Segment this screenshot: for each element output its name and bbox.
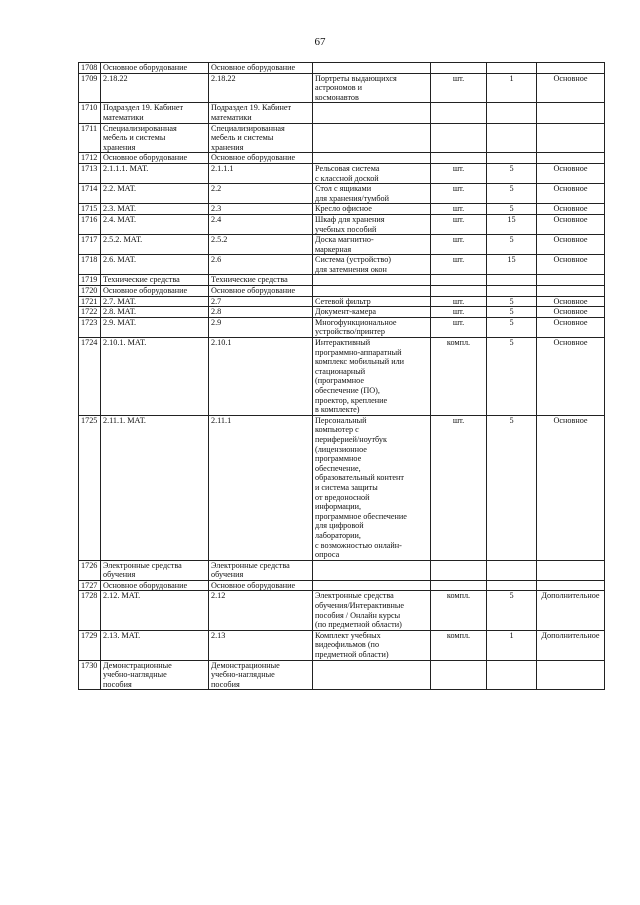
section-code-cell: 2.4. МАТ. [101, 214, 209, 234]
row-number-cell: 1723 [79, 317, 101, 337]
item-code-cell: 2.4 [209, 214, 313, 234]
item-code-cell: 2.8 [209, 307, 313, 318]
table-row [79, 338, 605, 416]
item-code-cell: 2.11.1 [209, 415, 313, 560]
section-code-cell: 2.12. МАТ. [101, 591, 209, 630]
unit-cell: компл. [431, 630, 487, 660]
unit-cell: шт. [431, 296, 487, 307]
section-code-cell: 2.5.2. МАТ. [101, 235, 209, 255]
item-name-cell [313, 103, 431, 123]
quantity-cell: 5 [487, 338, 537, 416]
equipment-type-cell [537, 63, 605, 74]
item-name-cell: Портреты выдающихся астрономов и космонавтов [313, 73, 431, 103]
table-row [79, 163, 605, 183]
table-row [79, 415, 605, 560]
item-code-cell: 2.2 [209, 184, 313, 204]
unit-cell: шт. [431, 317, 487, 337]
row-number-cell: 1728 [79, 591, 101, 630]
equipment-type-cell: Основное [537, 338, 605, 416]
row-number-cell: 1718 [79, 255, 101, 275]
unit-cell: шт. [431, 214, 487, 234]
table-row [79, 560, 605, 580]
item-code-cell: 2.5.2 [209, 235, 313, 255]
equipment-type-cell: Основное [537, 184, 605, 204]
equipment-table [78, 62, 605, 690]
table-row [79, 286, 605, 297]
section-code-cell: 2.11.1. МАТ. [101, 415, 209, 560]
unit-cell [431, 63, 487, 74]
quantity-cell: 1 [487, 73, 537, 103]
equipment-type-cell: Основное [537, 73, 605, 103]
section-code-cell: 2.18.22 [101, 73, 209, 103]
item-code-cell: 2.12 [209, 591, 313, 630]
table-row [79, 317, 605, 337]
row-number-cell: 1720 [79, 286, 101, 297]
equipment-type-cell [537, 286, 605, 297]
table-row [79, 153, 605, 164]
equipment-type-cell [537, 123, 605, 153]
table-row [79, 184, 605, 204]
quantity-cell: 5 [487, 184, 537, 204]
equipment-type-cell [537, 103, 605, 123]
section-code-cell: Основное оборудование [101, 63, 209, 74]
table-row [79, 63, 605, 74]
item-name-cell [313, 286, 431, 297]
section-code-cell: Основное оборудование [101, 286, 209, 297]
item-name-cell: Рельсовая система с классной доской [313, 163, 431, 183]
item-code-cell: 2.7 [209, 296, 313, 307]
item-code-cell: Специализированная мебель и системы хранения [209, 123, 313, 153]
row-number-cell: 1712 [79, 153, 101, 164]
quantity-cell [487, 286, 537, 297]
table-body [79, 63, 605, 690]
item-code-cell: Основное оборудование [209, 580, 313, 591]
quantity-cell: 1 [487, 630, 537, 660]
item-code-cell: Подраздел 19. Кабинет математики [209, 103, 313, 123]
item-name-cell: Многофункциональное устройство/принтер [313, 317, 431, 337]
equipment-type-cell: Основное [537, 415, 605, 560]
item-name-cell: Интерактивный программно-аппаратный комплекс мобильный или стационарный (программное обеспечение (ПО), проектор, крепление в комплекте) [313, 338, 431, 416]
equipment-type-cell [537, 275, 605, 286]
equipment-type-cell: Дополнительное [537, 630, 605, 660]
quantity-cell: 5 [487, 163, 537, 183]
row-number-cell: 1709 [79, 73, 101, 103]
row-number-cell: 1725 [79, 415, 101, 560]
unit-cell [431, 286, 487, 297]
unit-cell: компл. [431, 338, 487, 416]
table-row [79, 275, 605, 286]
item-name-cell: Комплект учебных видеофильмов (по предметной области) [313, 630, 431, 660]
table-row [79, 235, 605, 255]
row-number-cell: 1730 [79, 660, 101, 690]
unit-cell: шт. [431, 204, 487, 215]
row-number-cell: 1726 [79, 560, 101, 580]
item-code-cell: Демонстрационные учебно-наглядные пособия [209, 660, 313, 690]
quantity-cell [487, 103, 537, 123]
unit-cell [431, 580, 487, 591]
unit-cell: компл. [431, 591, 487, 630]
equipment-type-cell [537, 660, 605, 690]
unit-cell: шт. [431, 184, 487, 204]
item-name-cell: Система (устройство) для затемнения окон [313, 255, 431, 275]
item-name-cell [313, 560, 431, 580]
item-code-cell: Технические средства [209, 275, 313, 286]
row-number-cell: 1722 [79, 307, 101, 318]
unit-cell [431, 153, 487, 164]
unit-cell [431, 123, 487, 153]
item-name-cell: Доска магнитно- маркерная [313, 235, 431, 255]
quantity-cell: 5 [487, 415, 537, 560]
table-row [79, 296, 605, 307]
unit-cell [431, 275, 487, 286]
equipment-type-cell: Основное [537, 317, 605, 337]
quantity-cell: 5 [487, 204, 537, 215]
item-code-cell: 2.3 [209, 204, 313, 215]
item-name-cell [313, 63, 431, 74]
section-code-cell: 2.9. МАТ. [101, 317, 209, 337]
row-number-cell: 1715 [79, 204, 101, 215]
item-name-cell: Документ-камера [313, 307, 431, 318]
section-code-cell: 2.2. МАТ. [101, 184, 209, 204]
section-code-cell: 2.3. МАТ. [101, 204, 209, 215]
table-row [79, 580, 605, 591]
unit-cell: шт. [431, 235, 487, 255]
row-number-cell: 1714 [79, 184, 101, 204]
quantity-cell: 5 [487, 307, 537, 318]
item-code-cell: 2.13 [209, 630, 313, 660]
quantity-cell [487, 560, 537, 580]
row-number-cell: 1721 [79, 296, 101, 307]
section-code-cell: Подраздел 19. Кабинет математики [101, 103, 209, 123]
row-number-cell: 1711 [79, 123, 101, 153]
section-code-cell: Специализированная мебель и системы хранения [101, 123, 209, 153]
equipment-type-cell: Основное [537, 307, 605, 318]
row-number-cell: 1727 [79, 580, 101, 591]
page-number: 67 [314, 36, 326, 48]
section-code-cell: 2.13. МАТ. [101, 630, 209, 660]
equipment-type-cell: Основное [537, 255, 605, 275]
item-name-cell: Шкаф для хранения учебных пособий [313, 214, 431, 234]
table-row [79, 204, 605, 215]
section-code-cell: Электронные средства обучения [101, 560, 209, 580]
item-name-cell [313, 123, 431, 153]
row-number-cell: 1713 [79, 163, 101, 183]
table-row [79, 73, 605, 103]
unit-cell [431, 560, 487, 580]
quantity-cell: 5 [487, 317, 537, 337]
table-row [79, 255, 605, 275]
equipment-type-cell: Основное [537, 296, 605, 307]
section-code-cell: 2.10.1. МАТ. [101, 338, 209, 416]
item-name-cell: Стол с ящиками для хранения/тумбой [313, 184, 431, 204]
quantity-cell: 5 [487, 296, 537, 307]
section-code-cell: Технические средства [101, 275, 209, 286]
equipment-type-cell [537, 580, 605, 591]
item-code-cell: 2.1.1.1 [209, 163, 313, 183]
quantity-cell: 5 [487, 591, 537, 630]
equipment-type-cell [537, 153, 605, 164]
unit-cell: шт. [431, 163, 487, 183]
row-number-cell: 1729 [79, 630, 101, 660]
row-number-cell: 1719 [79, 275, 101, 286]
quantity-cell [487, 660, 537, 690]
item-code-cell: Электронные средства обучения [209, 560, 313, 580]
item-code-cell: 2.6 [209, 255, 313, 275]
item-name-cell: Кресло офисное [313, 204, 431, 215]
unit-cell [431, 660, 487, 690]
item-code-cell: 2.18.22 [209, 73, 313, 103]
item-name-cell [313, 275, 431, 286]
section-code-cell: 2.7. МАТ. [101, 296, 209, 307]
section-code-cell: Демонстрационные учебно-наглядные пособия [101, 660, 209, 690]
item-code-cell: Основное оборудование [209, 153, 313, 164]
quantity-cell [487, 153, 537, 164]
row-number-cell: 1710 [79, 103, 101, 123]
item-name-cell: Электронные средства обучения/Интерактивные пособия / Онлайн курсы (по предметной области) [313, 591, 431, 630]
equipment-type-cell: Основное [537, 163, 605, 183]
table-row [79, 123, 605, 153]
quantity-cell [487, 63, 537, 74]
section-code-cell: Основное оборудование [101, 153, 209, 164]
table-row [79, 660, 605, 690]
row-number-cell: 1724 [79, 338, 101, 416]
item-name-cell [313, 153, 431, 164]
quantity-cell: 5 [487, 235, 537, 255]
unit-cell: шт. [431, 415, 487, 560]
row-number-cell: 1716 [79, 214, 101, 234]
item-code-cell: Основное оборудование [209, 63, 313, 74]
table-row [79, 214, 605, 234]
section-code-cell: Основное оборудование [101, 580, 209, 591]
unit-cell: шт. [431, 255, 487, 275]
section-code-cell: 2.6. МАТ. [101, 255, 209, 275]
quantity-cell [487, 123, 537, 153]
unit-cell: шт. [431, 73, 487, 103]
equipment-type-cell [537, 560, 605, 580]
item-name-cell [313, 660, 431, 690]
table-row [79, 307, 605, 318]
equipment-type-cell: Основное [537, 214, 605, 234]
item-name-cell: Сетевой фильтр [313, 296, 431, 307]
row-number-cell: 1708 [79, 63, 101, 74]
quantity-cell: 15 [487, 214, 537, 234]
section-code-cell: 2.1.1.1. МАТ. [101, 163, 209, 183]
quantity-cell: 15 [487, 255, 537, 275]
table-row [79, 630, 605, 660]
quantity-cell [487, 275, 537, 286]
table-row [79, 591, 605, 630]
unit-cell: шт. [431, 307, 487, 318]
equipment-type-cell: Дополнительное [537, 591, 605, 630]
unit-cell [431, 103, 487, 123]
quantity-cell [487, 580, 537, 591]
row-number-cell: 1717 [79, 235, 101, 255]
equipment-type-cell: Основное [537, 235, 605, 255]
section-code-cell: 2.8. МАТ. [101, 307, 209, 318]
item-code-cell: 2.10.1 [209, 338, 313, 416]
item-code-cell: 2.9 [209, 317, 313, 337]
table-row [79, 103, 605, 123]
equipment-type-cell: Основное [537, 204, 605, 215]
item-code-cell: Основное оборудование [209, 286, 313, 297]
item-name-cell [313, 580, 431, 591]
item-name-cell: Персональный компьютер с периферией/ноутбук (лицензионное программное обеспечение, образовательный контент и система защиты от вредоносной информации, программное обеспечение для цифровой лаборатории, с возможностью онлайн- опроса [313, 415, 431, 560]
